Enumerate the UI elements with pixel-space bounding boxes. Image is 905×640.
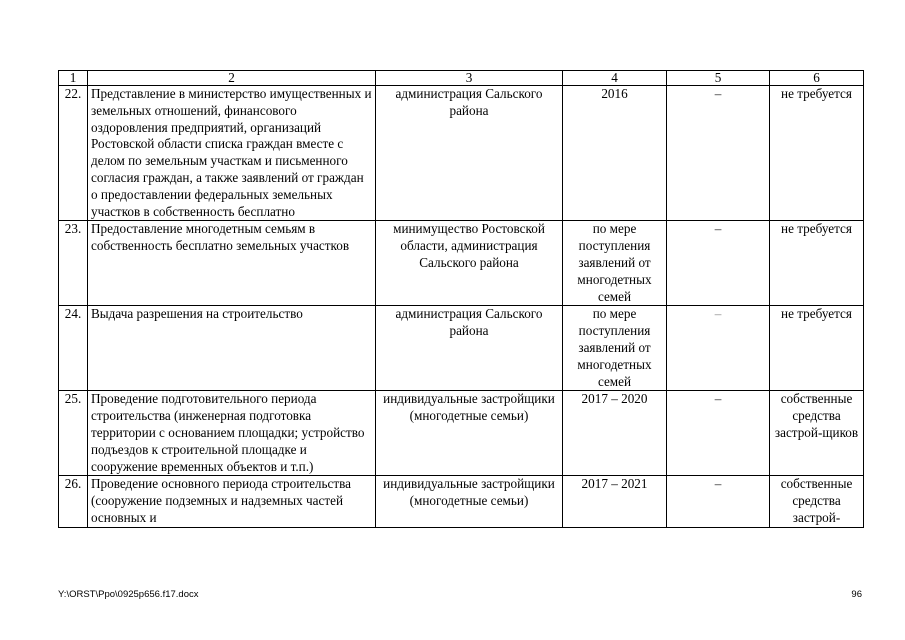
executor-cell: администрация Сальского района	[376, 86, 563, 221]
term-cell: по мере поступления заявлений от многодетных семей	[563, 221, 667, 306]
header-cell: 6	[770, 71, 864, 86]
term-cell: по мере поступления заявлений от многодетных семей	[563, 306, 667, 391]
row-number: 22.	[59, 86, 88, 221]
activity-name: Предоставление многодетным семьям в собственность бесплатно земельных участков	[88, 221, 376, 306]
table-row	[59, 391, 864, 476]
col5-cell: –	[667, 306, 770, 391]
header-cell: 1	[59, 71, 88, 86]
activity-name: Представление в министерство имущественных и земельных отношений, финансового оздоровления предприятий, организаций Ростовской области списка граждан вместе с делом по земельным участкам и письменного согласия граждан, а также заявлений от граждан о предоставлении федеральных земельных участков в собственность бесплатно	[88, 86, 376, 221]
funding-cell: не требуется	[770, 86, 864, 221]
row-number: 26.	[59, 476, 88, 527]
header-cell: 2	[88, 71, 376, 86]
activity-name: Проведение основного периода строительства (сооружение подземных и надземных частей основных и	[88, 476, 376, 527]
footer-file-path: Y:\ORST\Ppo\0925p656.f17.docx	[58, 589, 199, 600]
table-row	[59, 306, 864, 391]
header-cell: 3	[376, 71, 563, 86]
row-number: 24.	[59, 306, 88, 391]
table-header-row	[59, 71, 864, 86]
page-number: 96	[851, 589, 862, 600]
table-row	[59, 86, 864, 221]
term-cell: 2016	[563, 86, 667, 221]
header-cell: 4	[563, 71, 667, 86]
row-number: 25.	[59, 391, 88, 476]
funding-cell: собственные средства застрой-щиков	[770, 391, 864, 476]
term-cell: 2017 – 2021	[563, 476, 667, 527]
header-cell: 5	[667, 71, 770, 86]
col5-cell: –	[667, 221, 770, 306]
col5-cell: –	[667, 86, 770, 221]
funding-cell: не требуется	[770, 306, 864, 391]
funding-cell: не требуется	[770, 221, 864, 306]
term-cell: 2017 – 2020	[563, 391, 667, 476]
table-row	[59, 221, 864, 306]
table-row	[59, 476, 864, 527]
row-number: 23.	[59, 221, 88, 306]
activity-name: Выдача разрешения на строительство	[88, 306, 376, 391]
executor-cell: индивидуальные застройщики (многодетные семьи)	[376, 476, 563, 527]
col5-cell: –	[667, 391, 770, 476]
col5-cell: –	[667, 476, 770, 527]
executor-cell: индивидуальные застройщики (многодетные семьи)	[376, 391, 563, 476]
executor-cell: минимущество Ростовской области, администрация Сальского района	[376, 221, 563, 306]
activity-name: Проведение подготовительного периода строительства (инженерная подготовка территории с основанием площадки; устройство подъездов к строительной площадке и сооружение временных объектов и т.п.)	[88, 391, 376, 476]
funding-cell: собственные средства застрой-	[770, 476, 864, 527]
executor-cell: администрация Сальского района	[376, 306, 563, 391]
plan-table	[58, 70, 864, 528]
